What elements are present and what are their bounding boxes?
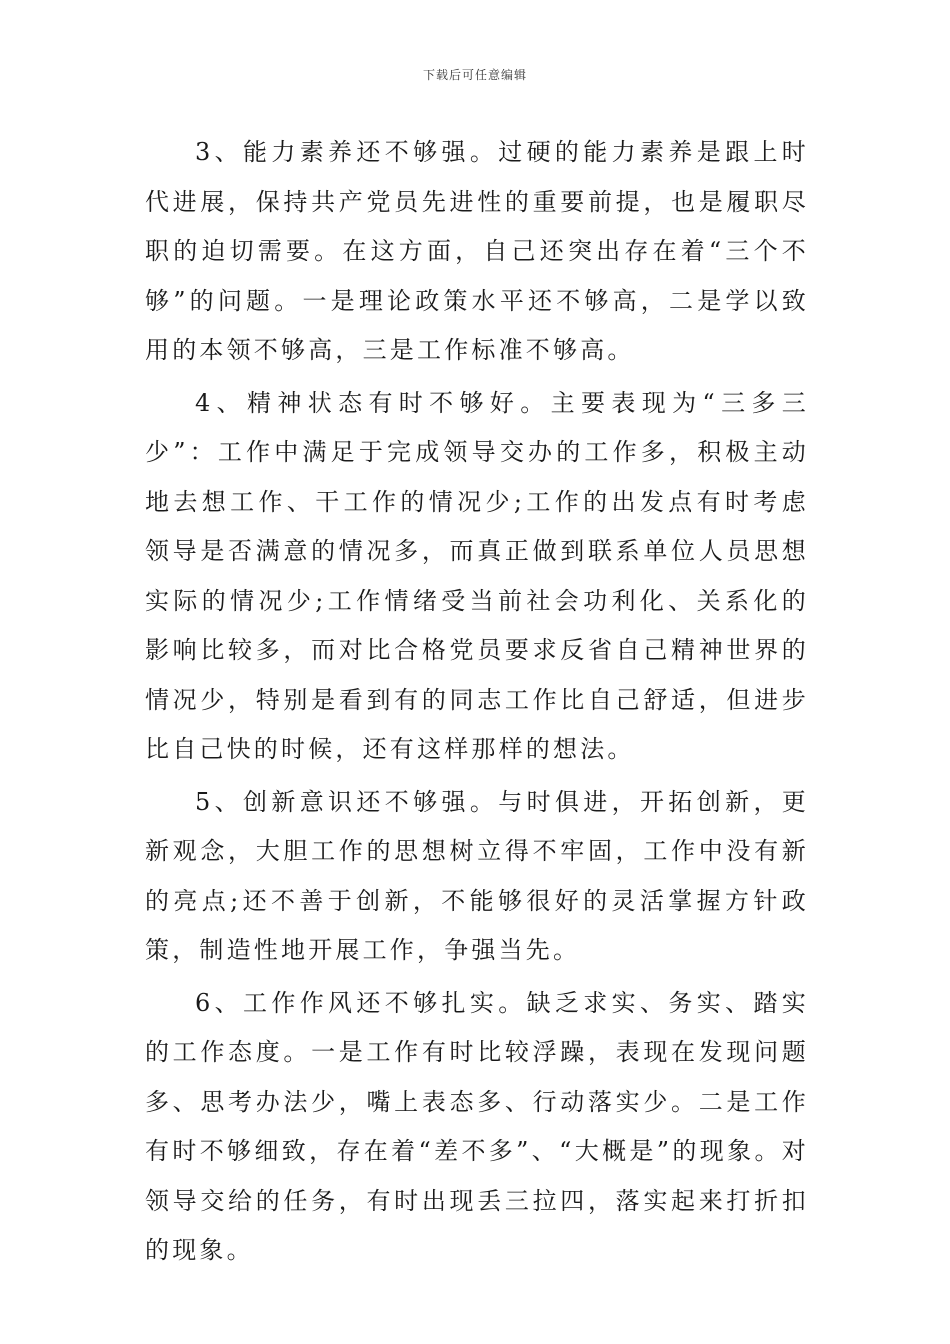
page-header-note: 下载后可任意编辑 — [422, 68, 527, 82]
document-body — [145, 128, 809, 1279]
paragraph-3-ability: 3、能力素养还不够强。过硬的能力素养是跟上时代进展，保持共产党员先进性的重要前提，也是履职尽职的迫切需要。在这方面，自己还突出存在着“三个不够”的问题。一是理论政策水平还不够高，二是学以致用的本领不够高，三是工作标准不够高。 — [145, 138, 809, 364]
paragraph-6-work-style: 6、工作作风还不够扎实。缺乏求实、务实、踏实的工作态度。一是工作有时比较浮躁，表现在发现问题多、思考办法少，嘴上表态多、行动落实少。二是工作有时不够细致，存在着“差不多”、“大概是”的现象。对领导交给的任务，有时出现丢三拉四，落实起来打折扣的现象。 — [145, 988, 809, 1264]
paragraph-5-innovation: 5、创新意识还不够强。与时俱进，开拓创新，更新观念，大胆工作的思想树立得不牢固，工作中没有新的亮点;还不善于创新，不能够很好的灵活掌握方针政策，制造性地开展工作，争强当先。 — [145, 787, 809, 964]
paragraph-4-spirit: 4、精神状态有时不够好。主要表现为“三多三少”：工作中满足于完成领导交办的工作多，积极主动地去想工作、干工作的情况少;工作的出发点有时考虑领导是否满意的情况多，而真正做到联系单位人员思想实际的情况少;工作情绪受当前社会功利化、关系化的影响比较多，而对比合格党员要求反省自己精神世界的情况少，特别是看到有的同志工作比自己舒适，但进步比自己快的时候，还有这样那样的想法。 — [145, 388, 809, 763]
